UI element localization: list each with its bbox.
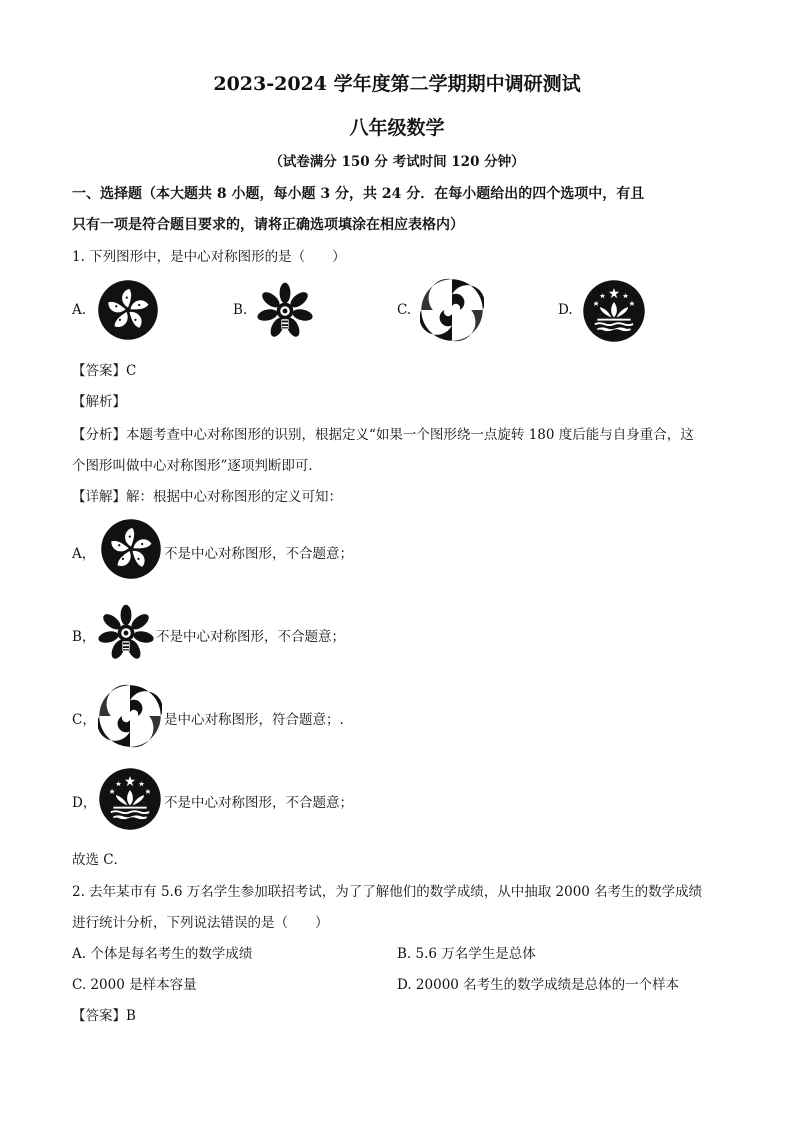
hong-kong-emblem-icon bbox=[100, 518, 162, 580]
fenxi-line1 bbox=[72, 423, 694, 443]
q2-option-c: C. 2000 是样本容量 bbox=[72, 977, 197, 993]
macau-emblem-icon bbox=[582, 279, 646, 343]
q2-option-a: A. 个体是每名考生的数学成绩 bbox=[72, 946, 253, 962]
detail-item-c-label: C， bbox=[72, 712, 96, 728]
q2-option-d: D. 20000 名考生的数学成绩是总体的一个样本 bbox=[397, 977, 680, 993]
section-heading-line1: 一、选择题（本大题共 8 小题，每小题 3 分，共 24 分．在每小题给出的四个选项中，有且 bbox=[72, 186, 645, 202]
detail-intro: 解：根据中心对称图形的定义可知： bbox=[126, 489, 342, 505]
q2-stem-line2: 进行统计分析，下列说法错误的是（ ） bbox=[72, 915, 329, 931]
macau-emblem-icon bbox=[98, 767, 162, 831]
q1-stem: 1. 下列图形中，是中心对称图形的是（ ） bbox=[72, 249, 346, 265]
q2-answer bbox=[72, 1004, 136, 1024]
detail-item-c-text: 是中心对称图形，符合题意；. bbox=[164, 712, 344, 728]
q1-option-b-label: B. bbox=[233, 302, 248, 318]
fenxi-text: 本题考查中心对称图形的识别，根据定义“如果一个图形绕一点旋转 180 度后能与自身重合，这 bbox=[126, 427, 694, 443]
answer-value: B bbox=[126, 1008, 136, 1024]
q1-conclusion: 故选 C． bbox=[72, 852, 128, 868]
hong-kong-emblem-icon bbox=[97, 279, 159, 341]
page-title: 2023-2024 学年度第二学期期中调研测试 bbox=[213, 73, 581, 95]
exam-note: （试卷满分 150 分 考试时间 120 分钟） bbox=[269, 154, 525, 170]
kumamoto-flower-icon bbox=[255, 281, 315, 341]
detail-item-b-text: 不是中心对称图形，不合题意； bbox=[156, 629, 345, 645]
spiral-emblem-icon bbox=[98, 684, 162, 748]
analysis-tag: 【解析】 bbox=[72, 394, 126, 410]
fenxi-line2: 个图形叫做中心对称图形”逐项判断即可． bbox=[72, 458, 322, 474]
page-subtitle: 八年级数学 bbox=[349, 117, 445, 139]
section-heading-line2: 只有一项是符合题目要求的，请将正确选项填涂在相应表格内） bbox=[72, 217, 464, 233]
answer-tag: 【答案】 bbox=[72, 363, 126, 379]
fenxi-tag: 【分析】 bbox=[72, 427, 126, 443]
detail-item-d-label: D， bbox=[72, 795, 97, 811]
answer-value: C bbox=[126, 363, 137, 379]
spiral-emblem-icon bbox=[420, 278, 484, 342]
detail-line bbox=[72, 485, 342, 505]
kumamoto-flower-icon bbox=[96, 603, 156, 663]
q2-option-b: B. 5.6 万名学生是总体 bbox=[397, 946, 536, 962]
detail-tag: 【详解】 bbox=[72, 489, 126, 505]
detail-item-a-text: 不是中心对称图形，不合题意； bbox=[164, 546, 353, 562]
q1-option-c-label: C. bbox=[397, 302, 412, 318]
q2-stem-line1: 2. 去年某市有 5.6 万名学生参加联招考试，为了了解他们的数学成绩，从中抽取 2000 名考生的数学成绩 bbox=[72, 884, 703, 900]
answer-tag: 【答案】 bbox=[72, 1008, 126, 1024]
detail-item-b-label: B， bbox=[72, 629, 96, 645]
detail-item-a-label: A， bbox=[72, 546, 96, 562]
q1-option-a-label: A. bbox=[72, 302, 87, 318]
q1-answer bbox=[72, 359, 136, 379]
detail-item-d-text: 不是中心对称图形，不合题意； bbox=[164, 795, 353, 811]
q1-option-d-label: D. bbox=[558, 302, 573, 318]
